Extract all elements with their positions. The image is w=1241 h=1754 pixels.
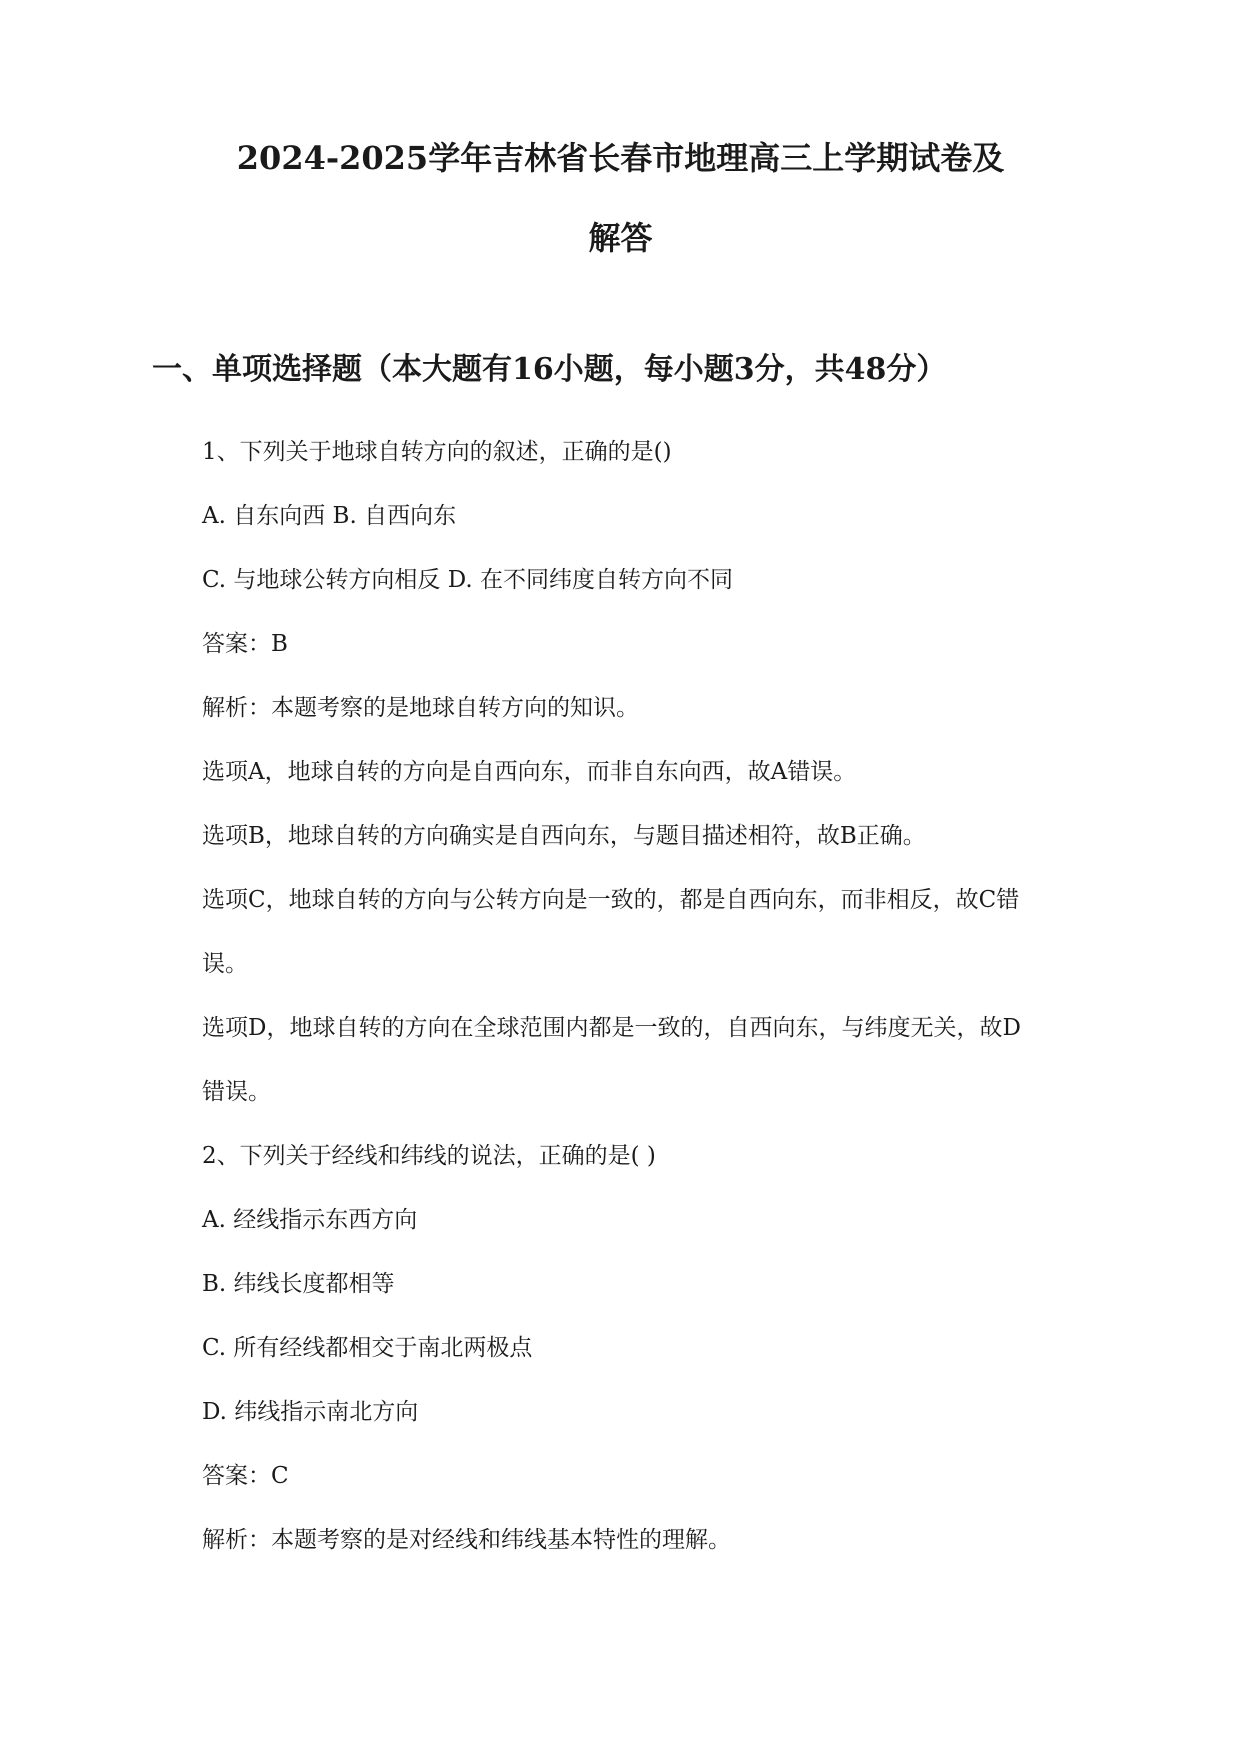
- question-2-option-c: C. 所有经线都相交于南北两极点: [202, 1335, 533, 1361]
- question-1-analysis-c-line-2: 误。: [202, 951, 248, 977]
- question-1-options-cd: C. 与地球公转方向相反 D. 在不同纬度自转方向不同: [202, 567, 733, 593]
- question-1-stem: 1、下列关于地球自转方向的叙述，正确的是(): [202, 439, 672, 465]
- document-title-line-2: 解答: [588, 219, 653, 257]
- question-2-answer: 答案：C: [202, 1463, 289, 1489]
- question-1-analysis-intro: 解析：本题考察的是地球自转方向的知识。: [202, 695, 639, 721]
- question-1-analysis-a: 选项A，地球自转的方向是自西向东，而非自东向西，故A错误。: [202, 759, 857, 785]
- document-title-line-1: 2024-2025学年吉林省长春市地理高三上学期试卷及: [236, 139, 1005, 177]
- question-1-options-ab: A. 自东向西 B. 自西向东: [202, 503, 457, 529]
- question-1-analysis-d-line-1: 选项D，地球自转的方向在全球范围内都是一致的，自西向东，与纬度无关，故D: [202, 1015, 1021, 1041]
- question-1-analysis-b: 选项B，地球自转的方向确实是自西向东，与题目描述相符，故B正确。: [202, 823, 926, 849]
- question-2-option-d: D. 纬线指示南北方向: [202, 1399, 419, 1425]
- question-2-analysis-intro: 解析：本题考察的是对经线和纬线基本特性的理解。: [202, 1527, 731, 1553]
- question-2-stem: 2、下列关于经线和纬线的说法，正确的是( ): [202, 1143, 656, 1169]
- question-1-analysis-d-line-2: 错误。: [202, 1079, 271, 1105]
- question-1-analysis-c-line-1: 选项C，地球自转的方向与公转方向是一致的，都是自西向东，而非相反，故C错: [202, 887, 1020, 913]
- question-2-option-a: A. 经线指示东西方向: [202, 1207, 418, 1233]
- question-2-option-b: B. 纬线长度都相等: [202, 1271, 395, 1297]
- section-heading-single-choice: 一、单项选择题（本大题有16小题，每小题3分，共48分）: [152, 352, 947, 387]
- question-1-answer: 答案：B: [202, 631, 288, 657]
